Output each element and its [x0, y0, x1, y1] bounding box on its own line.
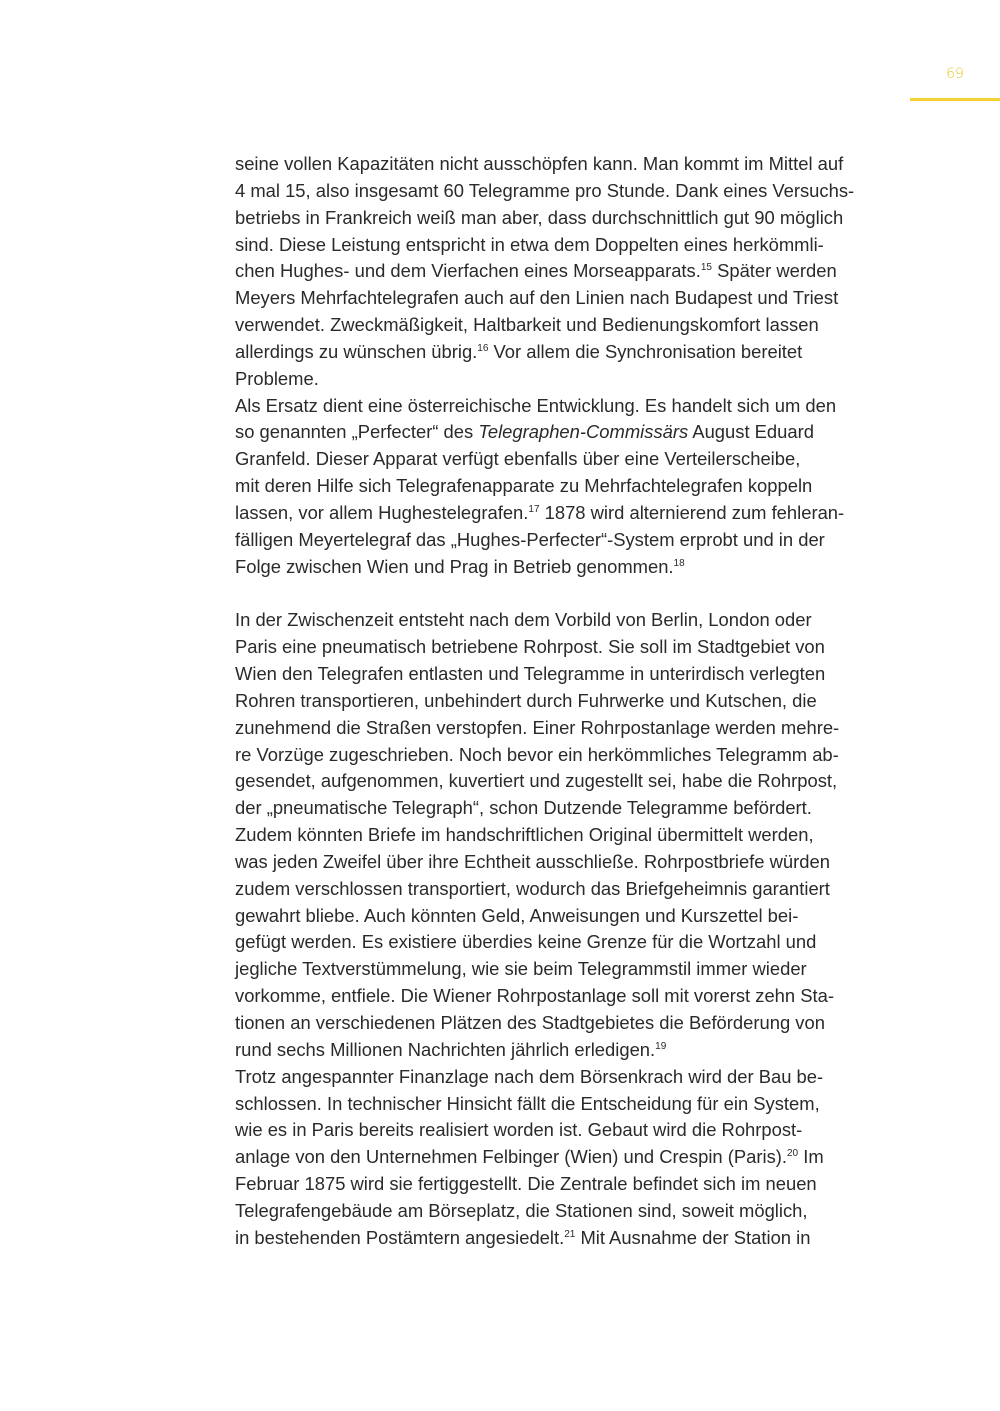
text-line [235, 339, 905, 366]
text-line [235, 500, 905, 527]
text-line [235, 1225, 905, 1252]
line-text: vorkomme, entfiele. Die Wiener Rohrpostanlage soll mit vorerst zehn Sta- [235, 985, 834, 1007]
line-text: lassen, vor allem Hughestelegrafen. [235, 501, 529, 523]
text-line [235, 1144, 905, 1171]
line-text: allerdings zu wünschen übrig. [235, 340, 478, 362]
text-line [235, 473, 905, 500]
line-text: rund sechs Millionen Nachrichten jährlich erledigen. [235, 1038, 656, 1060]
line-text: gefügt werden. Es existiere überdies keine Grenze für die Wortzahl und [235, 931, 817, 953]
line-text: Mit Ausnahme der Station in [575, 1226, 811, 1248]
page-number: 69 [946, 66, 964, 82]
text-line [235, 607, 905, 634]
line-text: Später werden [711, 260, 837, 282]
text-line [235, 527, 905, 554]
text-line [235, 285, 905, 312]
line-text: seine vollen Kapazitäten nicht ausschöpfen kann. Man kommt im Mittel auf [235, 153, 844, 174]
line-text: Folge zwischen Wien und Prag in Betrieb genommen. [235, 555, 674, 577]
line-text: August Eduard [688, 421, 814, 443]
text-line [235, 929, 905, 956]
footnote-reference[interactable]: 19 [655, 1040, 667, 1052]
line-text: In der Zwischenzeit entsteht nach dem Vorbild von Berlin, London oder [235, 609, 812, 631]
line-text: gesendet, aufgenommen, kuvertiert und zugestellt sei, habe die Rohrpost, [235, 770, 838, 792]
text-line [235, 903, 905, 930]
line-text: Zudem könnten Briefe im handschriftlichen Original übermittelt werden, [235, 824, 814, 846]
paragraph [235, 1064, 905, 1252]
line-text: mit deren Hilfe sich Telegrafenapparate zu Mehrfachtelegrafen koppeln [235, 475, 813, 497]
text-line [235, 419, 905, 446]
line-text: Februar 1875 wird sie fertiggestellt. Die Zentrale befindet sich im neuen [235, 1173, 817, 1195]
text-line [235, 258, 905, 285]
line-text: 4 mal 15, also insgesamt 60 Telegramme pro Stunde. Dank eines Versuchs- [235, 179, 855, 201]
text-line [235, 956, 905, 983]
page-number-rule [910, 98, 1000, 101]
line-text: Im [798, 1146, 824, 1168]
line-text: verwendet. Zweckmäßigkeit, Haltbarkeit und Bedienungskomfort lassen [235, 314, 819, 336]
footnote-reference[interactable]: 15 [700, 262, 712, 274]
text-line [235, 688, 905, 715]
text-line [235, 768, 905, 795]
footnote-reference[interactable]: 18 [673, 557, 685, 569]
footnote-reference[interactable]: 16 [477, 342, 489, 354]
line-text: Trotz angespannter Finanzlage nach dem Börsenkrach wird der Bau be- [235, 1065, 824, 1087]
text-line [235, 366, 905, 393]
text-line [235, 232, 905, 259]
text-line [235, 715, 905, 742]
text-line [235, 822, 905, 849]
line-text: re Vorzüge zugeschrieben. Noch bevor ein herkömmliches Telegramm ab- [235, 743, 839, 765]
text-line [235, 983, 905, 1010]
text-line [235, 312, 905, 339]
text-line [235, 795, 905, 822]
text-line [235, 393, 905, 420]
italic-term: Telegraphen-Commissärs [478, 421, 689, 443]
text-line [235, 661, 905, 688]
text-line [235, 446, 905, 473]
text-line [235, 1117, 905, 1144]
line-text: sind. Diese Leistung entspricht in etwa dem Doppelten eines herkömmli- [235, 233, 824, 255]
line-text: Rohren transportieren, unbehindert durch Fuhrwerke und Kutschen, die [235, 689, 817, 711]
text-line [235, 178, 905, 205]
line-text: zunehmend die Straßen verstopfen. Einer Rohrpostanlage werden mehre- [235, 716, 840, 738]
text-line [235, 1198, 905, 1225]
text-line [235, 205, 905, 232]
line-text: wie es in Paris bereits realisiert worden ist. Gebaut wird die Rohrpost- [235, 1119, 803, 1141]
body-text [235, 151, 905, 1252]
line-text: Granfeld. Dieser Apparat verfügt ebenfalls über eine Verteilerscheibe, [235, 448, 801, 470]
footnote-reference[interactable]: 17 [528, 503, 540, 515]
line-text: schlossen. In technischer Hinsicht fällt die Entscheidung für ein System, [235, 1092, 820, 1114]
text-line [235, 742, 905, 769]
text-line [235, 151, 905, 178]
line-text: so genannten „Perfecter“ des [235, 421, 479, 443]
text-line [235, 634, 905, 661]
line-text: 1878 wird alternierend zum fehleran- [539, 501, 845, 523]
text-line [235, 1037, 905, 1064]
footnote-reference[interactable]: 21 [564, 1228, 576, 1240]
line-text: Vor allem die Synchronisation bereitet [488, 340, 803, 362]
text-line [235, 1064, 905, 1091]
line-text: chen Hughes- und dem Vierfachen eines Morseapparats. [235, 260, 701, 282]
line-text: Telegrafengebäude am Börseplatz, die Stationen sind, soweit möglich, [235, 1199, 808, 1221]
paragraph [235, 393, 905, 581]
line-text: fälligen Meyertelegraf das „Hughes-Perfecter“-System erprobt und in der [235, 528, 825, 550]
line-text: zudem verschlossen transportiert, wodurch das Briefgeheimnis garantiert [235, 877, 830, 899]
text-line [235, 1010, 905, 1037]
line-text: Wien den Telegrafen entlasten und Telegramme in unterirdisch verlegten [235, 663, 826, 685]
line-text: Meyers Mehrfachtelegrafen auch auf den Linien nach Budapest und Triest [235, 287, 839, 309]
paragraph-spacer [235, 581, 905, 608]
paragraph [235, 607, 905, 1063]
line-text: tionen an verschiedenen Plätzen des Stadtgebietes die Beförderung von [235, 1012, 825, 1033]
line-text: was jeden Zweifel über ihre Echtheit ausschließe. Rohrpostbriefe würden [235, 850, 830, 872]
text-line [235, 1091, 905, 1118]
line-text: der „pneumatische Telegraph“, schon Dutzende Telegramme befördert. [235, 797, 812, 819]
line-text: Probleme. [235, 367, 319, 389]
footnote-reference[interactable]: 20 [787, 1148, 799, 1160]
line-text: Paris eine pneumatisch betriebene Rohrpost. Sie soll im Stadtgebiet von [235, 636, 825, 658]
line-text: anlage von den Unternehmen Felbinger (Wien) und Crespin (Paris). [235, 1146, 787, 1168]
paragraph [235, 151, 905, 393]
line-text: in bestehenden Postämtern angesiedelt. [235, 1226, 565, 1248]
line-text: Als Ersatz dient eine österreichische Entwicklung. Es handelt sich um den [235, 394, 837, 416]
line-text: jegliche Textverstümmelung, wie sie beim Telegrammstil immer wieder [235, 958, 807, 980]
text-line [235, 849, 905, 876]
line-text: betriebs in Frankreich weiß man aber, dass durchschnittlich gut 90 möglich [235, 206, 844, 228]
text-line [235, 1171, 905, 1198]
text-line [235, 876, 905, 903]
text-line [235, 554, 905, 581]
line-text: gewahrt bliebe. Auch könnten Geld, Anweisungen und Kurszettel bei- [235, 904, 799, 926]
